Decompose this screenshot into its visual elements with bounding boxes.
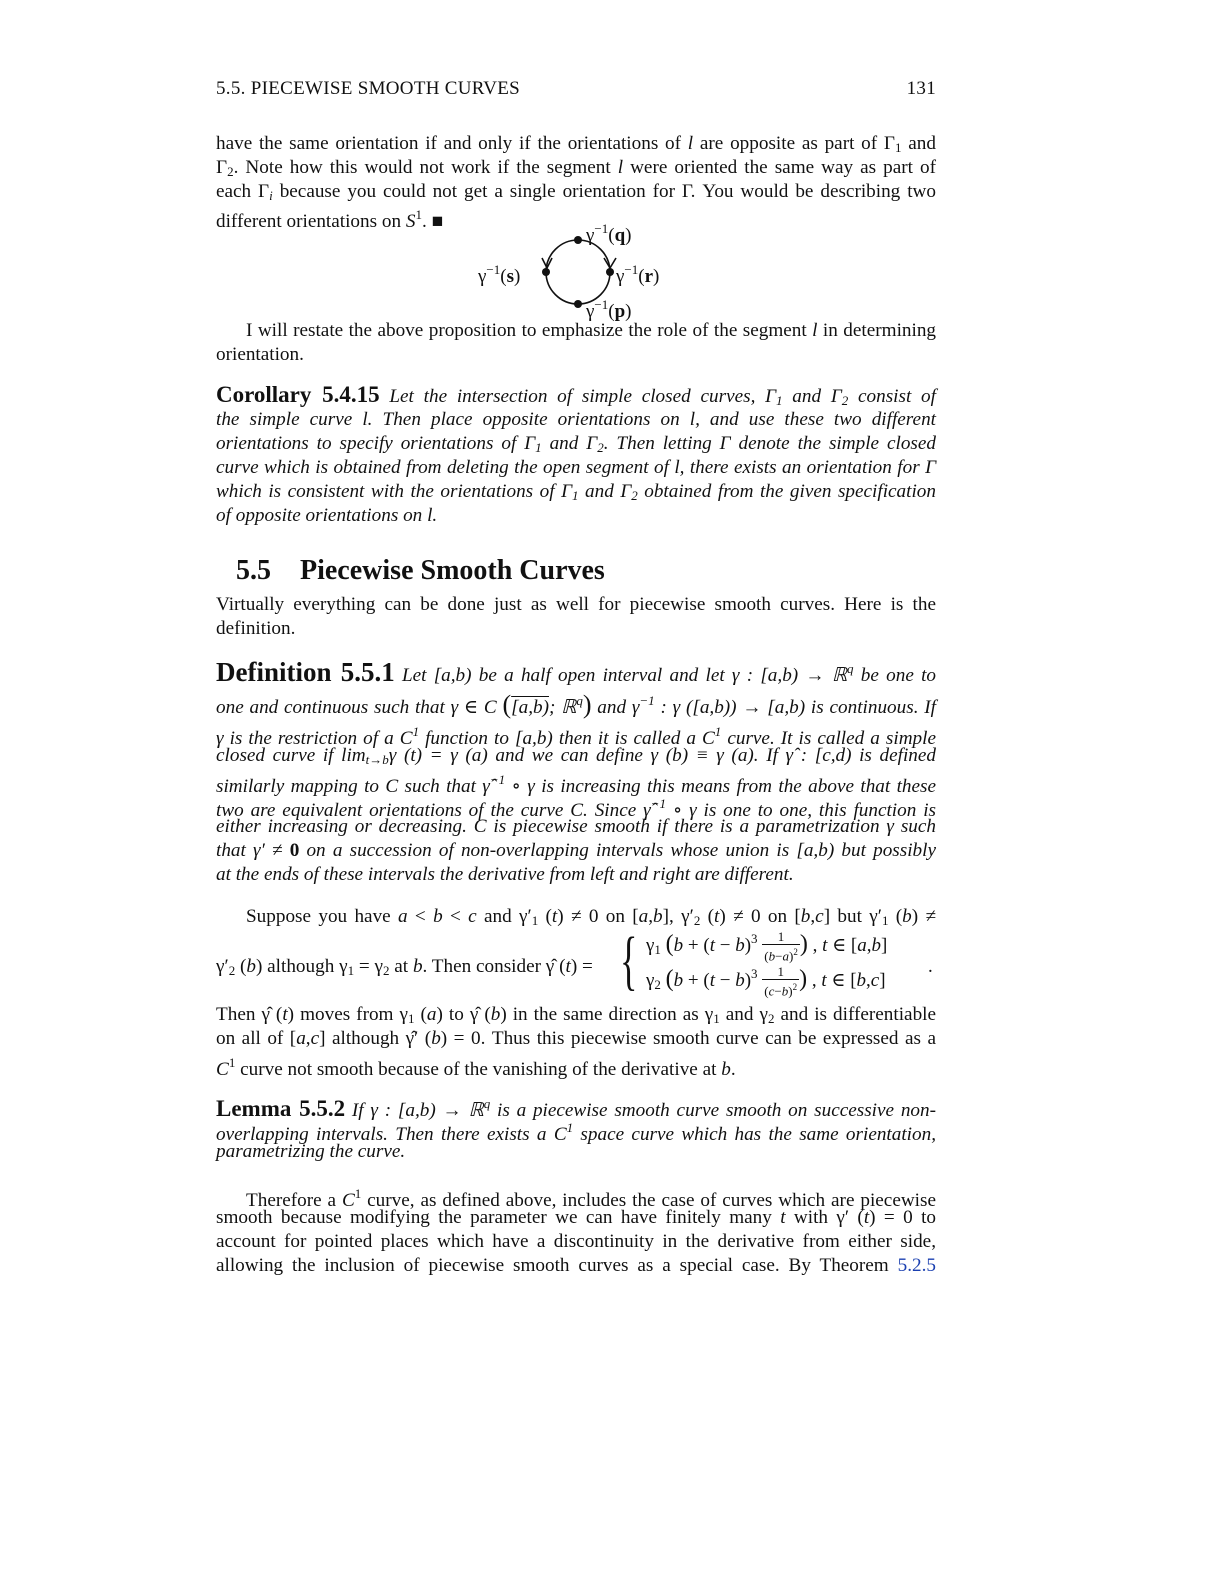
- text-line: $C^1$ curve not smooth because of the vanishing of the derivative at b.: [216, 1055, 736, 1080]
- text-line: smooth because modifying the parameter we can have finitely many t with γ′ (t) = 0 to: [216, 1207, 936, 1228]
- lemma-name: Lemma 5.5.2: [216, 1096, 346, 1121]
- section-heading: [236, 555, 605, 587]
- text-line: allowing the inclusion of piecewise smooth curves as a special case. By Theorem 5.2.5: [216, 1255, 936, 1276]
- definition-line: two are equivalent orientations of the curve C. Since γ̂$^{-1}$ ∘ γ is one to one, this function is: [216, 796, 936, 821]
- definition-name: Definition 5.5.1: [216, 657, 395, 687]
- text-line: have the same orientation if and only if the orientations of l are opposite as part of $\Gamma_1$ and: [216, 133, 936, 155]
- running-header: [216, 78, 936, 100]
- corollary-line: of opposite orientations on l.: [216, 505, 438, 526]
- lemma-line: Lemma 5.5.2 If γ : [a,b) → ℝ$^q$ is a piecewise smooth curve smooth on successive non-: [216, 1096, 936, 1121]
- header-title: 5.5. PIECEWISE SMOOTH CURVES: [216, 78, 521, 99]
- corollary-line: the simple curve l. Then place opposite orientations on l, and use these two different: [216, 409, 936, 430]
- lemma-line: overlapping intervals. Then there exists a $C^1$ space curve which has the same orientation,: [216, 1120, 937, 1145]
- case-line: $\gamma_2$ ($b + (t - b)^3$ $\frac{1}{(c-b)^2}$ ) , t ∈ [b,c]: [646, 964, 886, 999]
- text-line: Therefore a $C^1$ curve, as defined above, includes the case of curves which are piecewise: [246, 1186, 936, 1211]
- corollary-line: orientations to specify orientations of $\Gamma_1$ and $\Gamma_2$. Then letting Γ denote the simple closed: [216, 433, 936, 455]
- text-line: $\Gamma_2$. Note how this would not work if the segment l were oriented the same way as part of: [216, 157, 936, 179]
- brace: {: [620, 924, 638, 997]
- label-p: $\gamma^{-1}(p)$: [586, 297, 632, 322]
- text-line: $\gamma'_2$ (b) although $\gamma_1 = \gamma_2$ at b. Then consider γ̂ (t) =: [216, 956, 593, 978]
- definition-line: similarly mapping to C such that γ̂$^{-1}$ ∘ γ is increasing this means from the above that these: [216, 772, 936, 797]
- label-s: $\gamma^{-1}(s)$: [478, 262, 521, 287]
- definition-line: Definition 5.5.1 Let [a,b) be a half open interval and let γ : [a,b) → ℝ$^q$ be one to: [216, 657, 936, 687]
- definition-line: that γ′ ≠ 0 on a succession of non-overlapping intervals whose union is [a,b) but possibly: [216, 840, 936, 861]
- point-q: [574, 236, 582, 244]
- definition-line: either increasing or decreasing. C is piecewise smooth if there is a parametrization γ such: [216, 816, 936, 837]
- section-title: Piecewise Smooth Curves: [300, 555, 605, 586]
- point-p: [574, 300, 582, 308]
- lemma-line: parametrizing the curve.: [216, 1141, 406, 1162]
- text-line: on all of [a,c] although γ̂′ (b) = 0. Thus this piecewise smooth curve can be expressed as a: [216, 1028, 936, 1049]
- text-line: orientation.: [216, 344, 304, 365]
- text-line: I will restate the above proposition to emphasize the role of the segment l in determining: [246, 320, 937, 341]
- case-line: $\gamma_1$ ($b + (t - b)^3$ $\frac{1}{(b-a)^2}$ ) , t ∈ [a,b]: [646, 929, 888, 964]
- page-number: 131: [906, 78, 936, 99]
- definition-line: γ is the restriction of a $C^1$ function to [a,b) then it is called a $C^1$ curve. It is called a simple: [216, 724, 936, 749]
- text-line: account for pointed places which have a discontinuity in the derivative from either side,: [216, 1231, 936, 1252]
- corollary-line: curve which is obtained from deleting the open segment of l, there exists an orientation for Γ: [216, 457, 936, 478]
- point-s: [542, 268, 550, 276]
- label-q: $\gamma^{-1}(q)$: [586, 221, 632, 246]
- period: .: [928, 956, 933, 977]
- text-line: definition.: [216, 618, 296, 639]
- text-line: Virtually everything can be done just as well for piecewise smooth curves. Here is the: [216, 594, 936, 615]
- definition-line: one and continuous such that γ ∈ C ([a,b); ℝ$^q$) and $\gamma^{-1}$ : γ ([a,b)) → [a,b) is continuous. If: [216, 690, 936, 719]
- definition-line: closed curve if $\lim_{t\to b}\gamma$ (t) = γ (a) and we can define γ (b) ≡ γ (a). If γ̂ : [c,d) is defined: [216, 745, 936, 767]
- corollary-name: Corollary 5.4.15: [216, 382, 380, 407]
- corollary-line: which is consistent with the orientations of $\Gamma_1$ and $\Gamma_2$ obtained from the given specification: [216, 481, 936, 503]
- text-line: Suppose you have a < b < c and $\gamma'_1$ (t) ≠ 0 on [a,b], $\gamma'_2$ (t) ≠ 0 on [b,c] but $\gamma'_1$ (b) ≠: [246, 906, 936, 928]
- text-line: different orientations on $S^1$. ■: [216, 207, 444, 232]
- theorem-link[interactable]: 5.2.5: [897, 1255, 936, 1276]
- section-number: 5.5: [236, 555, 271, 586]
- text-line: each $\Gamma_i$ because you could not get a single orientation for Γ. You would be describing two: [216, 181, 936, 203]
- label-r: $\gamma^{-1}(r)$: [616, 262, 660, 287]
- corollary-line: Corollary 5.4.15 Let the intersection of simple closed curves, $\Gamma_1$ and $\Gamma_2$ consist of: [216, 382, 936, 408]
- definition-line: at the ends of these intervals the derivative from left and right are different.: [216, 864, 794, 885]
- arrow-down-right-icon: [604, 258, 616, 268]
- text-line: Then γ̂ (t) moves from $\gamma_1$ (a) to γ̂ (b) in the same direction as $\gamma_1$ and $\gamma_2$ and is differentiable: [216, 1004, 937, 1026]
